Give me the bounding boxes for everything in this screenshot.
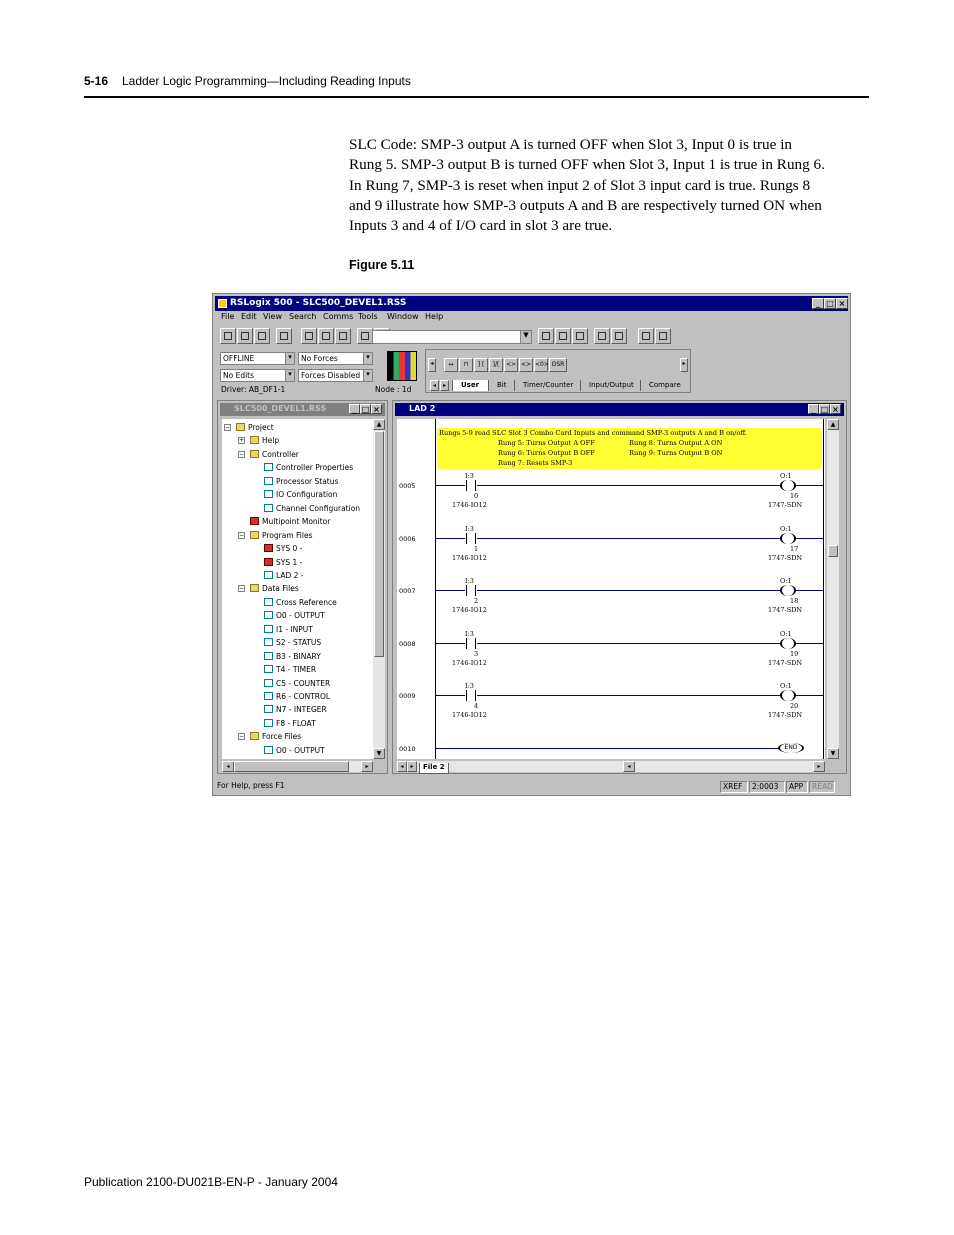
body-line: Inputs 3 and 4 of I/O card in slot 3 are true. [349, 217, 613, 235]
tree-item[interactable] [264, 623, 313, 636]
file-tabs-left-icon[interactable]: ◂ [397, 761, 407, 772]
ladder-editor[interactable] [397, 419, 825, 759]
rung-input-bit: 4 [474, 702, 479, 710]
xic-contact[interactable] [465, 533, 477, 544]
page-number: 5-16 [84, 74, 109, 88]
tree-item[interactable] [264, 717, 316, 730]
replace-button[interactable] [572, 328, 588, 344]
instr-otu-button[interactable]: <0> [534, 358, 548, 372]
ladder-vertical-scrollbar[interactable] [827, 419, 839, 759]
window-title: RSLogix 500 - SLC500_DEVEL1.RSS [230, 298, 407, 308]
rung-input-description: 1746-IO12 [452, 711, 487, 719]
edits-field[interactable]: No Edits [220, 369, 286, 382]
rung-input-description: 1746-IO12 [452, 553, 487, 562]
menu-search[interactable]: Search [289, 312, 317, 321]
chevron-down-icon[interactable]: ▼ [520, 331, 531, 343]
menu-edit[interactable]: Edit [241, 312, 257, 321]
tree-item[interactable] [250, 582, 299, 595]
paste-button[interactable] [335, 328, 351, 344]
zoom-out-button[interactable] [655, 328, 671, 344]
read-indicator: READ [809, 781, 835, 793]
rung-output-address: O:1 [780, 524, 792, 533]
rung-output-address: O:1 [780, 577, 792, 585]
tree-item-label: Program Files [262, 530, 313, 540]
data-file-icon [264, 692, 273, 700]
palette-right-icon[interactable]: ▸ [680, 358, 688, 372]
tree-hscroll-thumb[interactable] [234, 761, 349, 772]
rung-output-description: 1747-SDN [768, 658, 803, 667]
rung-input-address: I:3 [465, 629, 474, 638]
verify-project-button[interactable] [611, 328, 627, 344]
tree-item-label: B3 - BINARY [276, 651, 321, 661]
tree-item-label: Channel Configuration [276, 503, 361, 513]
ote-coil[interactable] [780, 480, 796, 491]
status-icon [264, 477, 273, 485]
search-combo[interactable] [372, 330, 532, 344]
left-power-rail [435, 419, 436, 759]
binoculars-icon [559, 332, 567, 340]
rung-output-bit: 16 [790, 492, 799, 500]
tree-expand-toggle[interactable]: − [225, 424, 231, 431]
project-title-bar [220, 403, 385, 416]
tree-item[interactable] [264, 596, 337, 609]
tree-item[interactable] [264, 690, 330, 703]
app-icon [218, 299, 227, 308]
xic-contact[interactable] [465, 585, 477, 596]
tree-expand-toggle[interactable]: − [239, 531, 245, 539]
tree-item[interactable] [264, 502, 360, 515]
rung-number: 0006 [399, 534, 416, 543]
menu-tools[interactable]: Tools [358, 312, 378, 321]
ladder-rung-line [436, 485, 823, 486]
instr-otl-button[interactable]: <> [519, 358, 533, 372]
copy-icon [322, 332, 330, 340]
tree-item-label: F8 - FLOAT [276, 718, 316, 728]
position-indicator: 2:0003 [749, 781, 785, 793]
rung-output-bit: 17 [790, 544, 799, 553]
menu-window[interactable]: Window [387, 312, 419, 321]
ladder-scroll-thumb[interactable] [828, 545, 838, 557]
tree-item[interactable] [264, 569, 304, 582]
title-bar [215, 296, 848, 311]
ladder-rung-line [436, 748, 778, 749]
tab-user[interactable]: User [452, 380, 488, 391]
ladder-rung-line [436, 590, 823, 591]
tree-expand-toggle[interactable]: + [239, 437, 245, 445]
new-file-icon [224, 332, 232, 340]
tab-input-output[interactable]: Input/Output [580, 380, 640, 391]
project-window [217, 400, 388, 774]
tabs-left-icon[interactable]: ◂ [430, 380, 439, 391]
tab-timer-counter[interactable]: Timer/Counter [514, 380, 580, 391]
rung-input-description: 1746-IO12 [452, 501, 487, 509]
open-folder-icon [241, 332, 249, 340]
zoom-out-icon [659, 332, 667, 340]
body-paragraph [349, 135, 869, 236]
right-power-rail [823, 419, 824, 759]
xic-contact[interactable] [465, 480, 477, 491]
tree-item-label: LAD 2 - [276, 570, 304, 580]
ladder-scroll-left-icon[interactable]: ◂ [623, 761, 635, 772]
rung-input-bit: 0 [474, 492, 479, 500]
tree-item[interactable] [264, 461, 353, 474]
folder-open-icon [236, 423, 245, 431]
page-footer: Publication 2100-DU021B-EN-P - January 2004 [84, 1175, 338, 1189]
folder-open-icon [250, 732, 259, 740]
comms-status-icon [387, 351, 417, 381]
menu-view[interactable]: View [263, 312, 282, 321]
ladder-scroll-up-icon[interactable]: ▲ [827, 419, 839, 430]
forces-enabled-field[interactable]: Forces Disabled [298, 369, 364, 382]
ladder-rung-line [436, 695, 823, 696]
xref-indicator: XREF [720, 781, 748, 793]
instr-branch-button[interactable]: ⊓ [459, 358, 473, 372]
ote-coil[interactable] [780, 585, 796, 596]
project-window-title: SLC500_DEVEL1.RSS [234, 404, 327, 413]
tree-item-label: C5 - COUNTER [276, 678, 331, 688]
rung-output-bit: 18 [790, 597, 799, 605]
scroll-left-icon[interactable]: ◂ [222, 761, 234, 772]
body-line: SLC Code: SMP-3 output A is turned OFF when Slot 3, Input 0 is true in [349, 136, 793, 153]
instr-osr-button[interactable]: OSR [549, 358, 567, 372]
maximize-button[interactable]: □ [824, 298, 836, 309]
tree-item[interactable] [264, 475, 338, 488]
menu-file[interactable]: File [221, 312, 235, 321]
instr-ote-button[interactable]: <> [504, 358, 518, 372]
tab-compare[interactable]: Compare [640, 380, 688, 391]
body-line: In Rung 7, SMP-3 is reset when input 2 of Slot 3 input card is true. Rungs 8 [349, 176, 811, 194]
project-maximize-button[interactable]: □ [361, 405, 370, 414]
file-tabs-right-icon[interactable]: ▸ [407, 761, 417, 772]
info-icon [264, 463, 273, 471]
comment-line: Rung 7: Resets SMP-3 [498, 459, 573, 467]
tree-item[interactable] [250, 515, 330, 528]
file-tab[interactable]: File 2 [419, 763, 449, 774]
channel-icon [264, 504, 273, 512]
data-file-icon [264, 746, 273, 754]
tree-item[interactable] [264, 556, 302, 569]
mode-dropdown-icon[interactable]: ▾ [285, 352, 295, 365]
forces-enabled-dropdown-icon[interactable]: ▾ [363, 369, 373, 382]
rslogix-window [212, 293, 851, 796]
instr-xio-button[interactable]: ]/[ [489, 358, 503, 372]
tree-item[interactable] [250, 730, 301, 743]
tree-item-label: Controller [262, 449, 299, 459]
program-file-icon [264, 544, 273, 552]
rung-input-bit: 1 [474, 544, 479, 553]
tree-scroll-thumb[interactable] [374, 431, 384, 657]
ote-coil[interactable] [780, 690, 796, 701]
data-file-icon [264, 665, 273, 673]
data-file-icon [264, 652, 273, 660]
forces-dropdown-icon[interactable]: ▾ [363, 352, 373, 365]
tree-expand-toggle[interactable]: − [239, 450, 245, 458]
rung-output-address: O:1 [780, 629, 792, 638]
instruction-palette [425, 349, 691, 393]
project-tree [222, 419, 373, 759]
comment-line: Rung 5: Turns Output A OFF [498, 439, 595, 447]
data-file-icon [264, 705, 273, 713]
cut-button[interactable] [301, 328, 317, 344]
data-file-icon [264, 625, 273, 633]
rung-output-description: 1747-SDN [768, 606, 803, 614]
scroll-right-icon[interactable]: ▸ [361, 761, 373, 772]
tab-bit[interactable]: Bit [488, 380, 514, 391]
xic-contact[interactable] [465, 638, 477, 649]
ladder-rung-line [436, 643, 823, 644]
rung-number: 0007 [399, 587, 416, 595]
project-close-button[interactable]: × [371, 404, 382, 414]
ladder-close-button[interactable]: × [830, 404, 841, 414]
scroll-down-icon[interactable]: ▼ [373, 748, 385, 759]
data-file-icon [264, 638, 273, 646]
menu-comms[interactable]: Comms [323, 312, 354, 321]
ladder-title-bar [395, 403, 844, 416]
ladder-window-title: LAD 2 [409, 404, 436, 413]
save-icon [258, 332, 266, 340]
rung-number: 0009 [399, 692, 416, 700]
zoom-in-icon [642, 332, 650, 340]
menu-help[interactable]: Help [425, 312, 444, 321]
zoom-in-button[interactable] [638, 328, 654, 344]
comment-line: Rung 6: Turns Output B OFF [498, 449, 595, 457]
ladder-minimize-button[interactable]: _ [808, 404, 819, 414]
mode-field[interactable]: OFFLINE [220, 352, 286, 365]
tree-item-label: SYS 1 - [276, 557, 303, 567]
tree-item-label: Controller Properties [276, 463, 354, 473]
tree-item-label: Processor Status [276, 476, 339, 486]
rung-output-address: O:1 [780, 472, 792, 480]
tree-item[interactable] [264, 703, 327, 716]
end-instruction[interactable]: END [778, 743, 804, 753]
new-file-button[interactable] [220, 328, 236, 344]
tabs-right-icon[interactable]: ▸ [440, 380, 449, 391]
app-indicator: APP [786, 781, 808, 793]
tree-item[interactable] [250, 434, 279, 447]
open-file-button[interactable] [237, 328, 253, 344]
tree-item-label: I1 - INPUT [276, 624, 313, 634]
rung-number: 0005 [399, 482, 416, 490]
rung-input-address: I:3 [465, 472, 474, 480]
tree-item-label: N7 - INTEGER [276, 705, 327, 715]
xic-contact[interactable] [465, 690, 477, 701]
tree-item-label: Cross Reference [276, 597, 337, 607]
tree-item-label: Help [262, 436, 280, 446]
program-file-icon [264, 558, 273, 566]
print-icon [280, 332, 288, 340]
rung-output-description: 1747-SDN [768, 553, 803, 562]
node-label: Node : 1d [375, 385, 412, 394]
paste-icon [339, 332, 347, 340]
project-minimize-button[interactable]: _ [349, 404, 360, 414]
tree-item[interactable] [236, 421, 274, 434]
chapter-title: Ladder Logic Programming—Including Reading Inputs [122, 74, 411, 88]
rung-input-bit: 3 [474, 649, 479, 658]
find-next-button[interactable] [555, 328, 571, 344]
tree-item-label: T4 - TIMER [276, 665, 317, 675]
driver-label: Driver: AB_DF1-1 [221, 385, 286, 394]
ote-coil[interactable] [780, 638, 796, 649]
figure-caption: Figure 5.11 [349, 258, 415, 272]
rung-number: 0008 [399, 639, 416, 648]
rung-input-address: I:3 [465, 577, 474, 585]
binoculars-icon [542, 332, 550, 340]
comment-line: Rung 9: Turns Output B ON [629, 449, 723, 457]
rung-input-address: I:3 [465, 682, 474, 690]
find-button[interactable] [538, 328, 554, 344]
replace-icon [576, 332, 584, 340]
tree-item-label: O0 - OUTPUT [276, 611, 325, 621]
instr-xic-button[interactable]: ] [ [474, 358, 488, 372]
rung-output-description: 1747-SDN [768, 711, 803, 719]
forces-field[interactable]: No Forces [298, 352, 364, 365]
save-button[interactable] [254, 328, 270, 344]
undo-button[interactable] [357, 328, 373, 344]
data-file-icon [264, 611, 273, 619]
tree-vertical-scrollbar[interactable] [373, 419, 385, 759]
rung-output-bit: 19 [790, 649, 799, 658]
undo-icon [361, 332, 369, 340]
rung-input-bit: 2 [474, 597, 479, 605]
palette-left-icon[interactable]: ◂ [428, 358, 436, 372]
tree-item-label: IO Configuration [276, 490, 338, 500]
verify-file-button[interactable] [594, 328, 610, 344]
tree-expand-toggle[interactable]: − [239, 733, 245, 741]
data-file-icon [264, 679, 273, 687]
ladder-scroll-right-icon[interactable]: ▸ [813, 761, 825, 772]
tree-item[interactable] [264, 542, 302, 555]
verify-file-icon [598, 332, 606, 340]
tree-item[interactable] [264, 488, 337, 501]
cross-reference-icon [264, 598, 273, 606]
tree-item-label: Project [248, 423, 274, 432]
tree-item[interactable] [264, 744, 325, 757]
ladder-scroll-down-icon[interactable]: ▼ [827, 748, 839, 759]
io-icon [264, 490, 273, 498]
folder-open-icon [250, 584, 259, 592]
rung-output-bit: 20 [790, 702, 799, 710]
tree-item-label: R6 - CONTROL [276, 692, 331, 701]
tree-horizontal-scrollbar[interactable] [222, 761, 373, 772]
tree-expand-toggle[interactable]: − [239, 585, 245, 593]
cut-icon [305, 332, 313, 340]
folder-icon [250, 436, 259, 444]
help-text: For Help, press F1 [217, 781, 285, 790]
body-line: and 9 illustrate how SMP-3 outputs A and B are respectively turned ON when [349, 196, 822, 214]
tree-item[interactable] [264, 677, 330, 690]
tree-item[interactable] [264, 663, 316, 676]
rung-input-description: 1746-IO12 [452, 606, 487, 614]
rung-output-description: 1747-SDN [768, 501, 803, 509]
data-file-icon [264, 719, 273, 727]
rung-comment [437, 428, 822, 469]
folder-open-icon [250, 531, 259, 539]
print-button[interactable] [276, 328, 292, 344]
verify-project-icon [615, 332, 623, 340]
tree-item-label: Multipoint Monitor [262, 517, 331, 527]
copy-button[interactable] [318, 328, 334, 344]
monitor-icon [250, 517, 259, 525]
minimize-button[interactable]: _ [812, 298, 824, 309]
folder-open-icon [250, 450, 259, 458]
edits-dropdown-icon[interactable]: ▾ [285, 369, 295, 382]
rung-number: 0010 [399, 744, 416, 753]
ladder-maximize-button[interactable]: □ [820, 405, 829, 414]
body-line: Rung 5. SMP-3 output B is turned OFF when Slot 3, Input 1 is true in Rung 6. [349, 156, 825, 174]
tree-item-label: SYS 0 - [276, 544, 303, 554]
status-bar [215, 781, 848, 794]
tree-item[interactable] [264, 609, 325, 622]
header-rule [84, 96, 869, 98]
comment-line: Rungs 5-9 read SLC Slot 3 Combo Card Inputs and command SMP-3 outputs A and B on/off. [439, 429, 748, 437]
ote-coil[interactable] [780, 533, 796, 544]
tree-item[interactable] [250, 529, 313, 542]
scroll-up-icon[interactable]: ▲ [373, 419, 385, 430]
page-header [84, 74, 868, 98]
rung-output-address: O:1 [780, 682, 792, 690]
tree-item-label: Data Files [262, 584, 299, 594]
ladder-window [392, 400, 847, 774]
rung-input-address: I:3 [465, 524, 474, 533]
ladder-rung-line [436, 538, 823, 539]
tree-item[interactable] [264, 636, 321, 649]
ladder-horizontal-scrollbar[interactable] [397, 761, 825, 772]
tree-item-label: O0 - OUTPUT [276, 745, 325, 755]
tree-item-label: S2 - STATUS [276, 638, 322, 648]
comment-line: Rung 8: Turns Output A ON [629, 439, 723, 447]
tree-item-label: Force Files [262, 732, 302, 742]
instr-rung-button[interactable]: ↔ [444, 358, 458, 372]
rung-input-description: 1746-IO12 [452, 658, 487, 667]
tree-item[interactable] [250, 448, 299, 461]
close-button[interactable]: × [836, 298, 848, 309]
tree-item[interactable] [264, 650, 321, 663]
ladder-file-icon [264, 571, 273, 579]
